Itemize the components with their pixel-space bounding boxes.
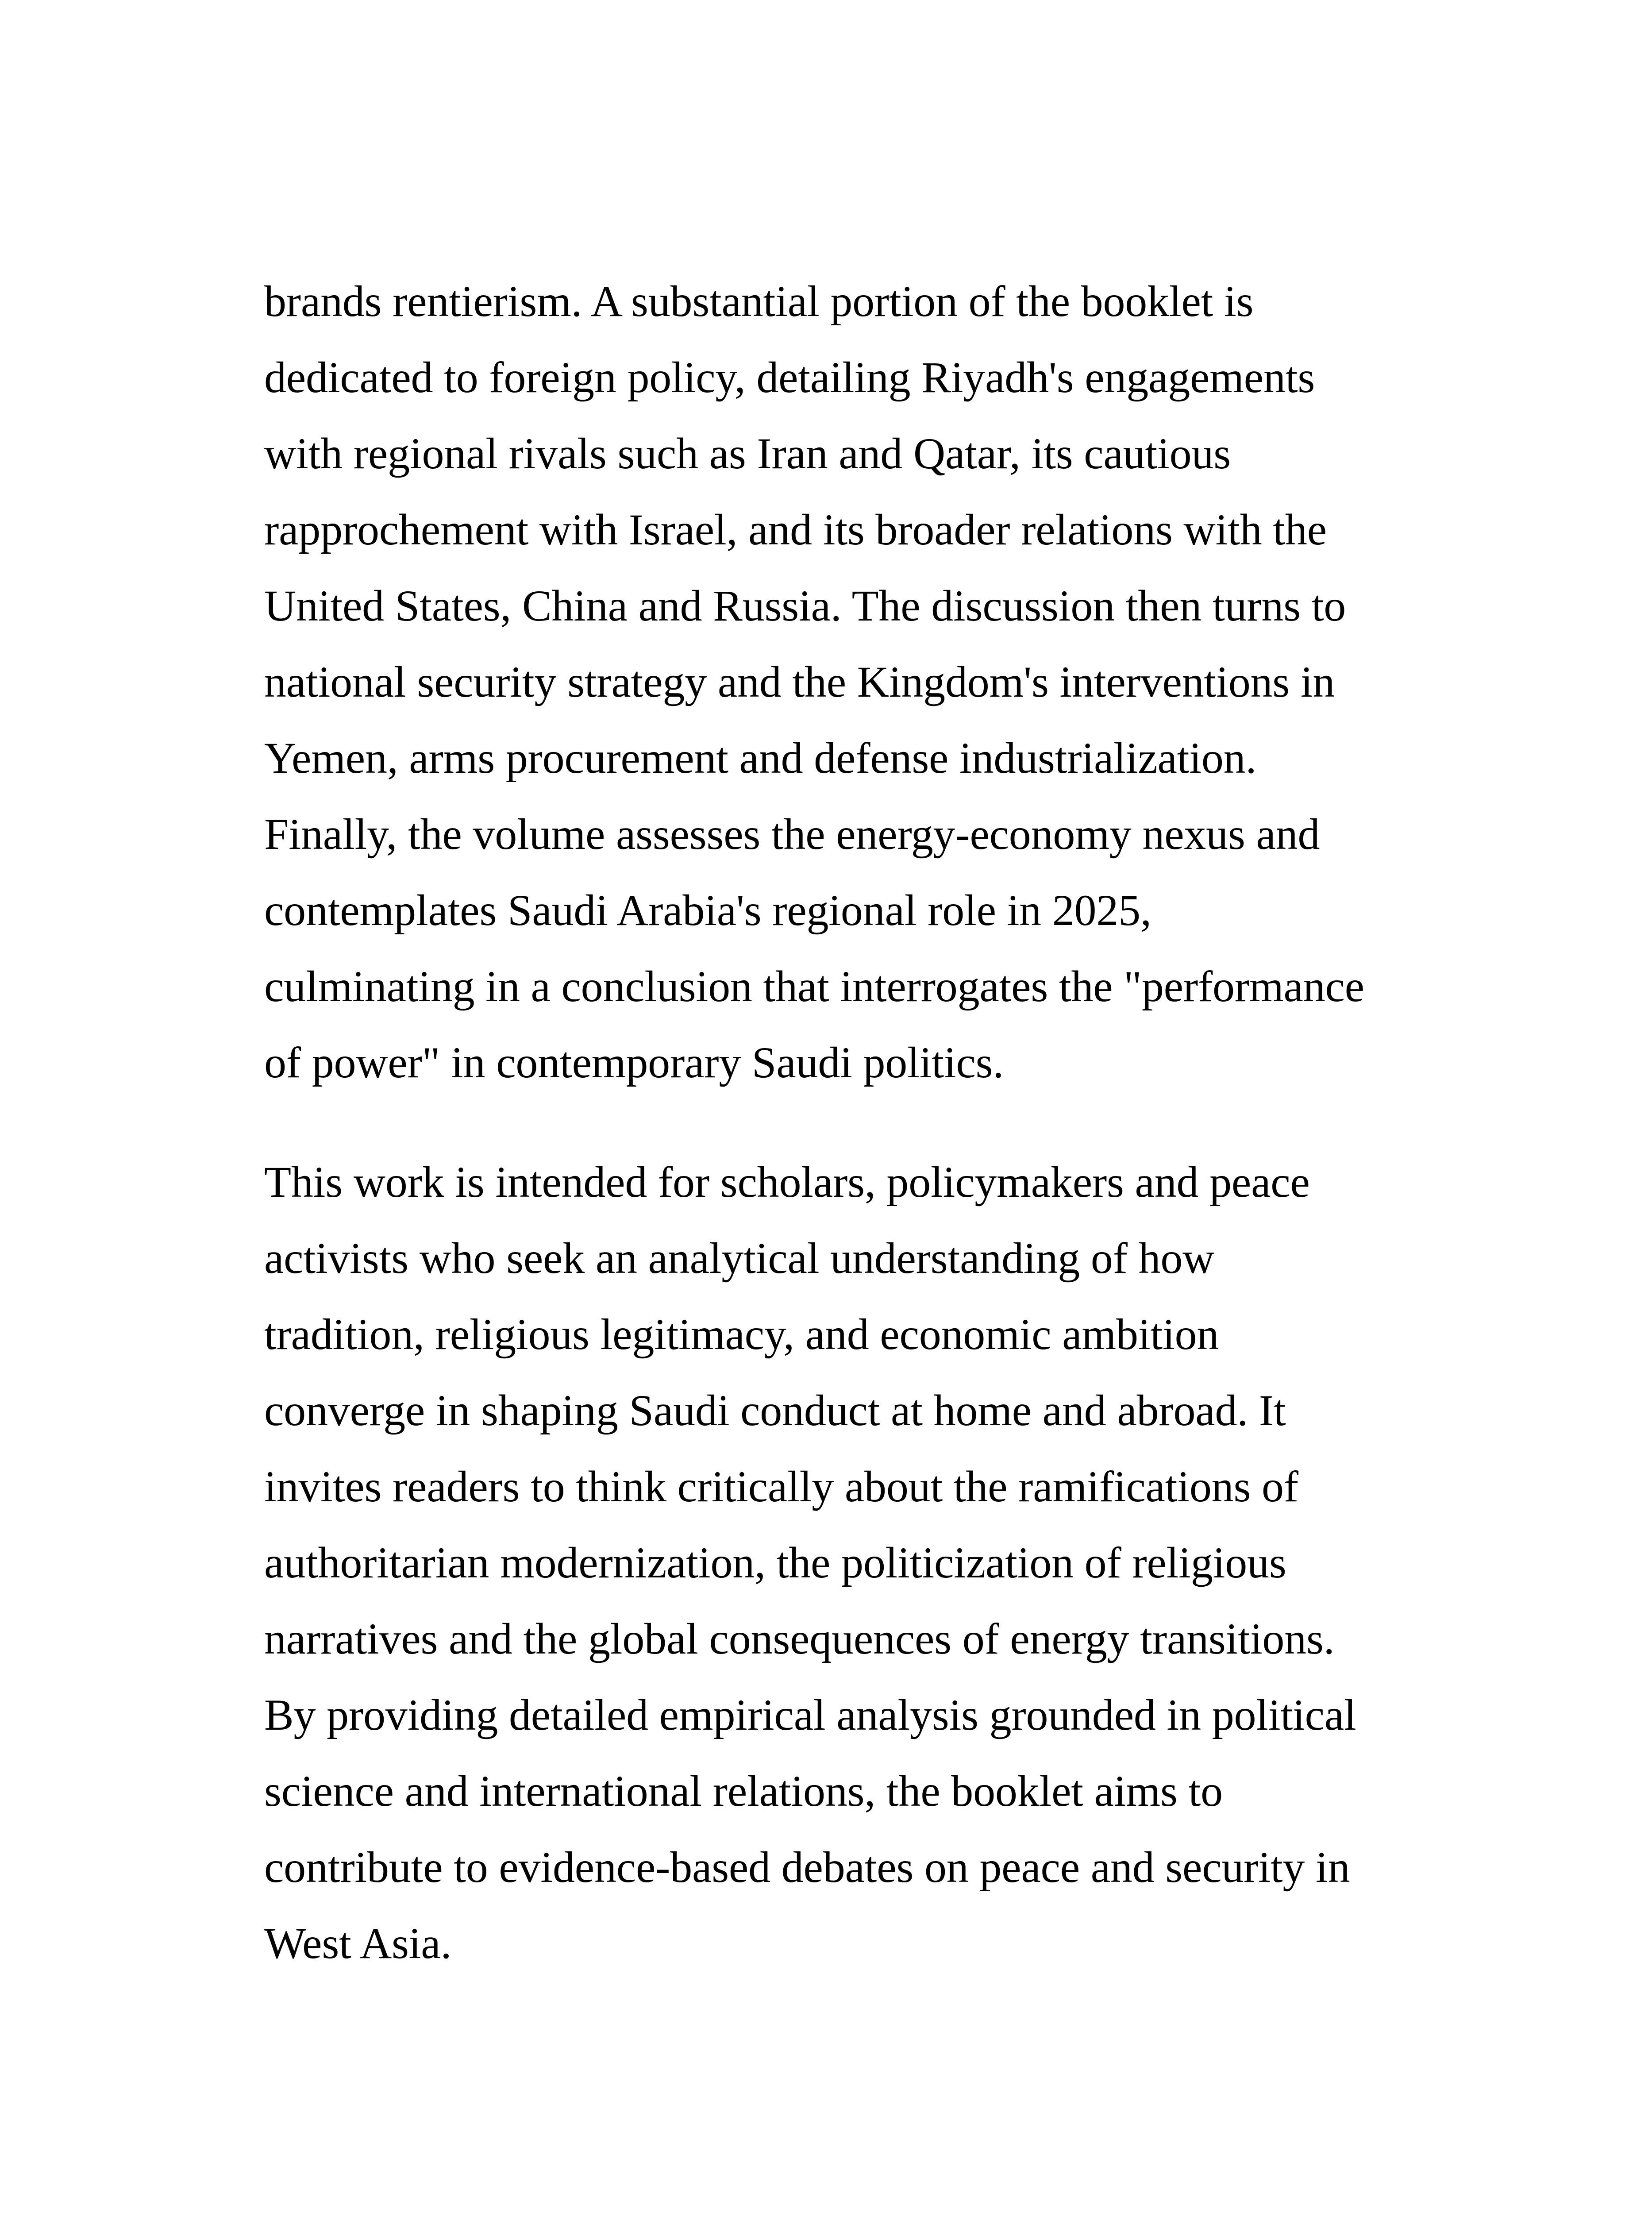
paragraph-2 bbox=[264, 1144, 1397, 1982]
text-line: contribute to evidence-based debates on peace and security in bbox=[264, 1843, 1350, 1892]
text-line: United States, China and Russia. The discussion then turns to bbox=[264, 581, 1346, 630]
text-line: of power" in contemporary Saudi politics. bbox=[264, 1038, 1004, 1087]
text-line: Finally, the volume assesses the energy-economy nexus and bbox=[264, 810, 1320, 859]
text-line: authoritarian modernization, the politicization of religious bbox=[264, 1538, 1286, 1587]
text-line: narratives and the global consequences of energy transitions. bbox=[264, 1614, 1335, 1663]
text-line: Yemen, arms procurement and defense industrialization. bbox=[264, 733, 1257, 783]
body-text bbox=[264, 263, 1397, 1982]
text-line: This work is intended for scholars, policymakers and peace bbox=[264, 1157, 1310, 1207]
text-line: activists who seek an analytical understanding of how bbox=[264, 1234, 1215, 1283]
text-line: science and international relations, the booklet aims to bbox=[264, 1766, 1223, 1816]
paragraph-1 bbox=[264, 263, 1397, 1101]
text-line: invites readers to think critically about the ramifications of bbox=[264, 1462, 1298, 1511]
text-line: tradition, religious legitimacy, and economic ambition bbox=[264, 1310, 1219, 1359]
text-line: dedicated to foreign policy, detailing Riyadh's engagements bbox=[264, 353, 1315, 402]
text-line: contemplates Saudi Arabia's regional role in 2025, bbox=[264, 886, 1151, 935]
text-line: converge in shaping Saudi conduct at home and abroad. It bbox=[264, 1386, 1286, 1435]
text-line: with regional rivals such as Iran and Qatar, its cautious bbox=[264, 429, 1231, 478]
text-line: brands rentierism. A substantial portion of the booklet is bbox=[264, 277, 1254, 326]
text-line: culminating in a conclusion that interrogates the "performance bbox=[264, 962, 1364, 1011]
text-line: rapprochement with Israel, and its broader relations with the bbox=[264, 505, 1327, 554]
text-line: national security strategy and the Kingdom's interventions in bbox=[264, 657, 1335, 706]
text-line: By providing detailed empirical analysis grounded in political bbox=[264, 1690, 1356, 1739]
text-line: West Asia. bbox=[264, 1919, 452, 1968]
